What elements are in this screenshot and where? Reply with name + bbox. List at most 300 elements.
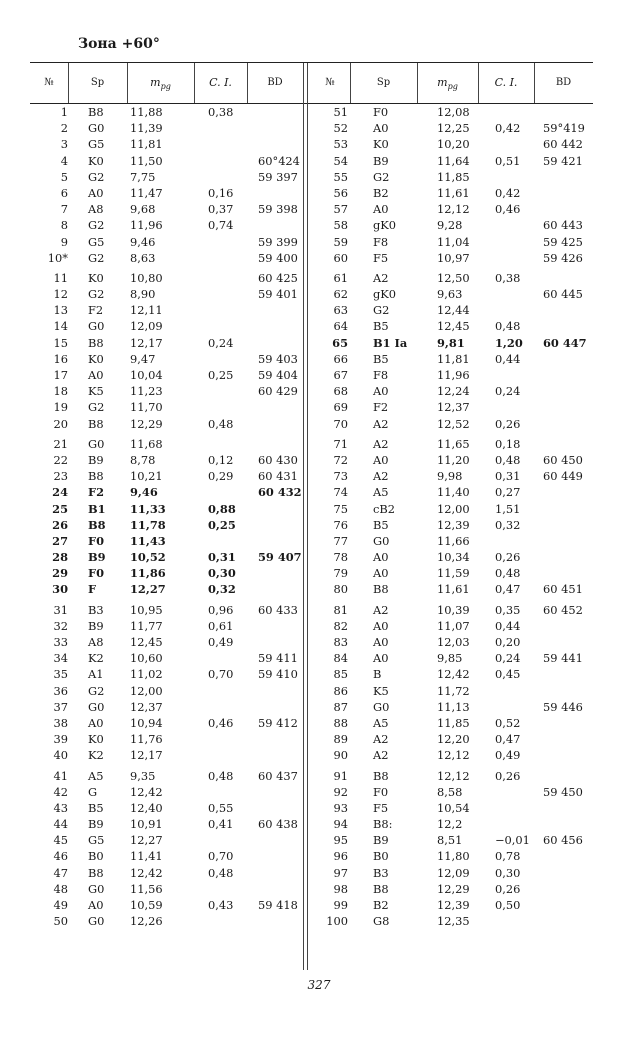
cell-ci: 0,16	[208, 185, 234, 200]
right-group	[310, 602, 593, 764]
left-group	[30, 602, 303, 764]
cell-no: 96	[333, 849, 348, 864]
cell-ci: 0,12	[208, 452, 234, 467]
table-row	[310, 104, 593, 120]
table-row	[310, 913, 593, 929]
cell-ci: 0,51	[495, 153, 521, 168]
table-row	[30, 318, 303, 334]
table-row	[30, 468, 303, 484]
table-row	[30, 565, 303, 581]
cell-mpg: 9,81	[437, 335, 465, 350]
cell-sp: F0	[373, 784, 389, 799]
cell-no: 18	[53, 384, 68, 399]
cell-mpg: 9,28	[437, 218, 463, 233]
cell-bd: 59 403	[258, 351, 298, 366]
cell-sp: A5	[373, 485, 389, 500]
cell-ci: 0,43	[208, 898, 234, 912]
cell-sp: B8	[88, 469, 104, 484]
cell-no: 75	[333, 501, 348, 516]
cell-sp: A2	[373, 748, 389, 763]
table-row	[310, 201, 593, 217]
cell-mpg: 11,20	[437, 452, 470, 467]
cell-sp: B9	[88, 817, 104, 832]
cell-bd: 59 407	[258, 550, 302, 565]
table-row	[310, 217, 593, 233]
cell-no: 1	[60, 105, 68, 119]
cell-mpg: 12,40	[130, 800, 163, 815]
cell-no: 72	[333, 452, 348, 467]
table-row	[310, 169, 593, 185]
cell-sp: A2	[373, 416, 389, 431]
table-row	[310, 533, 593, 549]
cell-ci: 0,38	[495, 270, 521, 285]
cell-sp: A0	[373, 202, 389, 217]
table-row	[30, 234, 303, 250]
cell-mpg: 11,41	[130, 849, 163, 864]
cell-mpg: 12,50	[437, 270, 470, 285]
table-row	[30, 549, 303, 565]
table-row	[310, 484, 593, 500]
cell-no: 40	[53, 748, 68, 763]
table-row	[30, 416, 303, 432]
cell-no: 25	[52, 501, 68, 516]
cell-sp: K0	[88, 270, 104, 285]
cell-ci: 0,26	[495, 416, 521, 431]
table-row	[310, 731, 593, 747]
cell-no: 23	[53, 469, 68, 484]
cell-mpg: 8,78	[130, 452, 156, 467]
cell-no: 99	[333, 898, 348, 912]
cell-ci: −0,01	[495, 833, 530, 848]
table-row	[30, 881, 303, 897]
cell-no: 52	[333, 121, 348, 136]
cell-mpg: 8,90	[130, 287, 156, 302]
cell-mpg: 12,42	[130, 784, 163, 799]
table-row	[310, 565, 593, 581]
cell-ci: 0,26	[495, 550, 521, 565]
cell-no: 65	[332, 335, 348, 350]
cell-mpg: 11,68	[130, 436, 163, 451]
cell-ci: 0,30	[495, 865, 521, 880]
cell-mpg: 10,21	[130, 469, 163, 484]
cell-sp: B8	[88, 865, 104, 880]
table-row	[30, 484, 303, 500]
cell-ci: 0,24	[495, 384, 521, 399]
cell-sp: G2	[88, 218, 105, 233]
cell-sp: B5	[373, 319, 389, 334]
cell-bd: 59 401	[258, 287, 298, 302]
table-row	[310, 120, 593, 136]
cell-sp: A2	[373, 436, 389, 451]
cell-mpg: 10,60	[130, 651, 163, 666]
table-row	[30, 270, 303, 286]
cell-bd: 60 452	[543, 602, 583, 617]
cell-mpg: 9,46	[130, 485, 158, 500]
cell-ci: 1,51	[495, 501, 521, 516]
cell-bd: 60 425	[258, 270, 298, 285]
cell-ci: 0,38	[208, 105, 234, 119]
cell-bd: 60 443	[543, 218, 583, 233]
cell-ci: 0,41	[208, 817, 234, 832]
cell-mpg: 8,63	[130, 250, 156, 265]
cell-ci: 0,42	[495, 121, 521, 136]
cell-mpg: 9,47	[130, 351, 156, 366]
table-row	[30, 650, 303, 666]
cell-sp: F	[88, 582, 97, 597]
cell-ci: 0,47	[495, 732, 521, 747]
cell-mpg: 11,64	[437, 153, 470, 168]
cell-mpg: 10,94	[130, 715, 163, 730]
header-no: №	[44, 77, 54, 88]
table-row	[310, 699, 593, 715]
cell-mpg: 11,96	[437, 368, 470, 382]
cell-mpg: 9,35	[130, 768, 156, 783]
table-row	[310, 416, 593, 432]
cell-sp: G	[88, 784, 98, 799]
cell-ci: 0,29	[208, 469, 234, 484]
cell-sp: A2	[373, 732, 389, 747]
table-row	[310, 234, 593, 250]
header-sp: Sp	[90, 77, 105, 88]
cell-no: 28	[52, 550, 68, 565]
cell-ci: 0,47	[495, 582, 521, 597]
cell-mpg: 11,23	[130, 384, 163, 399]
cell-bd: 59 441	[543, 651, 583, 666]
table-row	[310, 318, 593, 334]
cell-sp: A8	[88, 635, 104, 649]
table-row	[30, 153, 303, 169]
cell-ci: 0,31	[495, 469, 521, 484]
cell-mpg: 11,70	[130, 400, 163, 415]
table-row	[30, 351, 303, 367]
cell-bd: 59 412	[258, 715, 298, 730]
cell-mpg: 11,72	[437, 683, 470, 698]
cell-sp: A0	[373, 618, 389, 633]
cell-no: 55	[333, 169, 348, 184]
cell-no: 66	[333, 351, 348, 366]
table-row	[310, 436, 593, 452]
cell-no: 51	[333, 105, 348, 119]
cell-ci: 0,52	[495, 715, 521, 730]
cell-bd: 60 432	[258, 485, 302, 500]
cell-mpg: 7,75	[130, 169, 156, 184]
cell-bd: 59 418	[258, 898, 298, 912]
cell-mpg: 11,07	[437, 618, 470, 633]
cell-mpg: 11,66	[437, 533, 470, 548]
cell-ci: 0,48	[208, 416, 234, 431]
cell-no: 92	[333, 784, 348, 799]
table-row	[310, 367, 593, 383]
cell-ci: 0,48	[495, 566, 521, 581]
table-row	[310, 270, 593, 286]
cell-mpg: 12,12	[437, 768, 470, 783]
table-row	[30, 533, 303, 549]
cell-sp: A5	[88, 768, 104, 783]
cell-ci: 0,35	[495, 602, 521, 617]
cell-mpg: 11,39	[130, 121, 163, 136]
cell-sp: A0	[88, 185, 104, 200]
table-row	[30, 731, 303, 747]
table-row	[310, 549, 593, 565]
cell-mpg: 12,24	[437, 384, 470, 399]
table-row	[30, 832, 303, 848]
page-number: 327	[307, 978, 331, 992]
cell-sp: K2	[88, 748, 104, 763]
cell-no: 22	[53, 452, 68, 467]
cell-no: 95	[333, 833, 348, 848]
cell-bd: 60 442	[543, 137, 583, 152]
cell-mpg: 11,43	[130, 533, 166, 548]
cell-bd: 59 450	[543, 784, 583, 799]
table-row	[30, 715, 303, 731]
cell-sp: A0	[88, 715, 104, 730]
cell-mpg: 11,33	[130, 501, 166, 516]
table-row	[30, 666, 303, 682]
cell-mpg: 9,46	[130, 234, 156, 249]
cell-mpg: 12,42	[130, 865, 163, 880]
cell-mpg: 11,50	[130, 153, 163, 168]
cell-no: 27	[52, 533, 68, 548]
cell-ci: 0,88	[208, 501, 236, 516]
cell-sp: B3	[373, 865, 389, 880]
table-row	[310, 602, 593, 618]
cell-no: 91	[333, 768, 348, 783]
table-row	[310, 399, 593, 415]
cell-bd: 59 426	[543, 250, 583, 265]
table-row	[310, 768, 593, 784]
cell-sp: B9	[373, 833, 389, 848]
cell-mpg: 12,2	[437, 817, 463, 832]
cell-bd: 60 433	[258, 602, 298, 617]
cell-ci: 0,31	[208, 550, 236, 565]
cell-sp: G0	[88, 914, 105, 929]
cell-mpg: 12,35	[437, 914, 470, 929]
cell-ci: 0,78	[495, 849, 521, 864]
middle-divider	[303, 63, 304, 970]
cell-sp: G5	[88, 833, 105, 848]
cell-no: 38	[53, 715, 68, 730]
cell-no: 69	[333, 400, 348, 415]
cell-sp: F2	[88, 303, 104, 318]
cell-no: 85	[333, 667, 348, 682]
cell-mpg: 11,40	[437, 485, 470, 500]
middle-divider-2	[307, 63, 308, 970]
cell-mpg: 11,65	[437, 436, 470, 451]
cell-ci: 0,74	[208, 218, 234, 233]
cell-no: 98	[333, 881, 348, 896]
cell-sp: K0	[88, 351, 104, 366]
table-row	[30, 185, 303, 201]
cell-sp: B5	[88, 800, 104, 815]
cell-bd: 59 421	[543, 153, 583, 168]
table-row	[30, 367, 303, 383]
cell-mpg: 10,20	[437, 137, 470, 152]
cell-sp: B2	[373, 898, 389, 912]
cell-sp: F0	[88, 533, 105, 548]
cell-bd: 60 447	[543, 335, 587, 350]
cell-sp: B9	[373, 153, 389, 168]
cell-no: 77	[333, 533, 348, 548]
cell-bd: 60 449	[543, 469, 583, 484]
table-row	[310, 153, 593, 169]
cell-no: 58	[333, 218, 348, 233]
cell-no: 93	[333, 800, 348, 815]
table-row	[310, 351, 593, 367]
cell-bd: 59 404	[258, 368, 298, 382]
cell-no: 86	[333, 683, 348, 698]
cell-mpg: 12,27	[130, 582, 166, 597]
cell-ci: 0,70	[208, 667, 234, 682]
cell-ci: 0,48	[495, 452, 521, 467]
table-row	[30, 286, 303, 302]
cell-bd: 59 397	[258, 169, 298, 184]
cell-no: 59	[333, 234, 348, 249]
cell-no: 24	[52, 485, 68, 500]
cell-bd: 60 429	[258, 384, 298, 399]
cell-no: 42	[53, 784, 68, 799]
cell-bd: 60 430	[258, 452, 298, 467]
header-bd-right: BD	[555, 77, 572, 88]
cell-sp: G0	[88, 699, 105, 714]
header-mpg: $m_{pg}$	[150, 76, 171, 92]
cell-mpg: 11,80	[437, 849, 470, 864]
cell-sp: A0	[88, 898, 104, 912]
table-row	[30, 618, 303, 634]
cell-no: 35	[53, 667, 68, 682]
table-row	[30, 800, 303, 816]
cell-sp: A0	[373, 384, 389, 399]
cell-mpg: 11,04	[437, 234, 470, 249]
table-row	[310, 634, 593, 650]
cell-sp: K0	[88, 732, 104, 747]
cell-no: 2	[60, 121, 68, 136]
cell-no: 33	[53, 635, 68, 649]
table-row	[30, 848, 303, 864]
table-row	[30, 452, 303, 468]
table-row	[310, 800, 593, 816]
table-row	[30, 383, 303, 399]
cell-ci: 0,46	[208, 715, 234, 730]
cell-mpg: 12,37	[130, 699, 163, 714]
cell-ci: 0,27	[495, 485, 521, 500]
cell-ci: 0,61	[208, 618, 234, 633]
cell-sp: F0	[373, 105, 389, 119]
cell-ci: 0,50	[495, 898, 521, 912]
cell-mpg: 11,85	[437, 715, 470, 730]
table-row	[30, 335, 303, 351]
table-row	[310, 881, 593, 897]
cell-no: 13	[53, 303, 68, 318]
cell-sp: G2	[88, 169, 105, 184]
cell-sp: A2	[373, 270, 389, 285]
cell-mpg: 11,02	[130, 667, 163, 682]
cell-no: 84	[333, 651, 348, 666]
cell-no: 57	[333, 202, 348, 217]
table-row	[310, 816, 593, 832]
cell-no: 11	[53, 270, 68, 285]
cell-no: 70	[333, 416, 348, 431]
table-row	[310, 897, 593, 913]
table-row	[310, 250, 593, 266]
cell-sp: A0	[373, 566, 389, 581]
table-row	[30, 816, 303, 832]
table-row	[30, 399, 303, 415]
right-group	[310, 104, 593, 266]
cell-sp: cB2	[373, 501, 395, 516]
cell-bd: 60°424	[258, 153, 300, 168]
cell-sp: K5	[373, 683, 389, 698]
cell-mpg: 12,37	[437, 400, 470, 415]
cell-ci: 0,96	[208, 602, 234, 617]
cell-bd: 59 411	[258, 651, 298, 666]
cell-no: 88	[333, 715, 348, 730]
table-row	[310, 185, 593, 201]
cell-bd: 60 445	[543, 287, 583, 302]
cell-sp: G2	[373, 303, 390, 318]
cell-sp: B3	[88, 602, 104, 617]
cell-no: 79	[333, 566, 348, 581]
cell-mpg: 12,12	[437, 748, 470, 763]
cell-mpg: 12,08	[437, 105, 470, 119]
cell-no: 45	[53, 833, 68, 848]
cell-ci: 0,70	[208, 849, 234, 864]
cell-mpg: 12,39	[437, 898, 470, 912]
cell-no: 53	[333, 137, 348, 152]
table-row	[30, 747, 303, 763]
cell-no: 20	[53, 416, 68, 431]
cell-sp: A8	[88, 202, 104, 217]
cell-bd: 59 446	[543, 699, 583, 714]
cell-ci: 0,48	[495, 319, 521, 334]
cell-no: 68	[333, 384, 348, 399]
cell-no: 62	[333, 287, 348, 302]
header-ci: C. I.	[209, 76, 232, 89]
cell-no: 83	[333, 635, 348, 649]
cell-ci: 0,24	[208, 335, 234, 350]
cell-sp: gK0	[373, 218, 397, 233]
cell-bd: 60 456	[543, 833, 583, 848]
table-row	[310, 452, 593, 468]
cell-sp: G0	[88, 319, 105, 334]
cell-mpg: 12,09	[437, 865, 470, 880]
cell-no: 8	[60, 218, 68, 233]
cell-sp: G2	[88, 400, 105, 415]
cell-bd: 60 438	[258, 817, 298, 832]
cell-no: 4	[60, 153, 68, 168]
cell-mpg: 10,52	[130, 550, 166, 565]
cell-no: 74	[333, 485, 348, 500]
cell-no: 16	[53, 351, 68, 366]
cell-no: 50	[53, 914, 68, 929]
cell-ci: 0,44	[495, 618, 521, 633]
cell-sp: A5	[373, 715, 389, 730]
cell-sp: A2	[373, 602, 389, 617]
table-row	[30, 784, 303, 800]
cell-no: 34	[53, 651, 68, 666]
cell-no: 61	[333, 270, 348, 285]
cell-mpg: 10,80	[130, 270, 163, 285]
table-row	[310, 302, 593, 318]
cell-mpg: 11,86	[130, 566, 166, 581]
cell-sp: A0	[373, 452, 389, 467]
table-row	[310, 650, 593, 666]
table-row	[30, 120, 303, 136]
cell-sp: G0	[373, 533, 390, 548]
cell-no: 29	[52, 566, 68, 581]
cell-sp: B5	[373, 517, 389, 532]
cell-sp: G2	[88, 250, 105, 265]
cell-no: 67	[333, 368, 348, 382]
